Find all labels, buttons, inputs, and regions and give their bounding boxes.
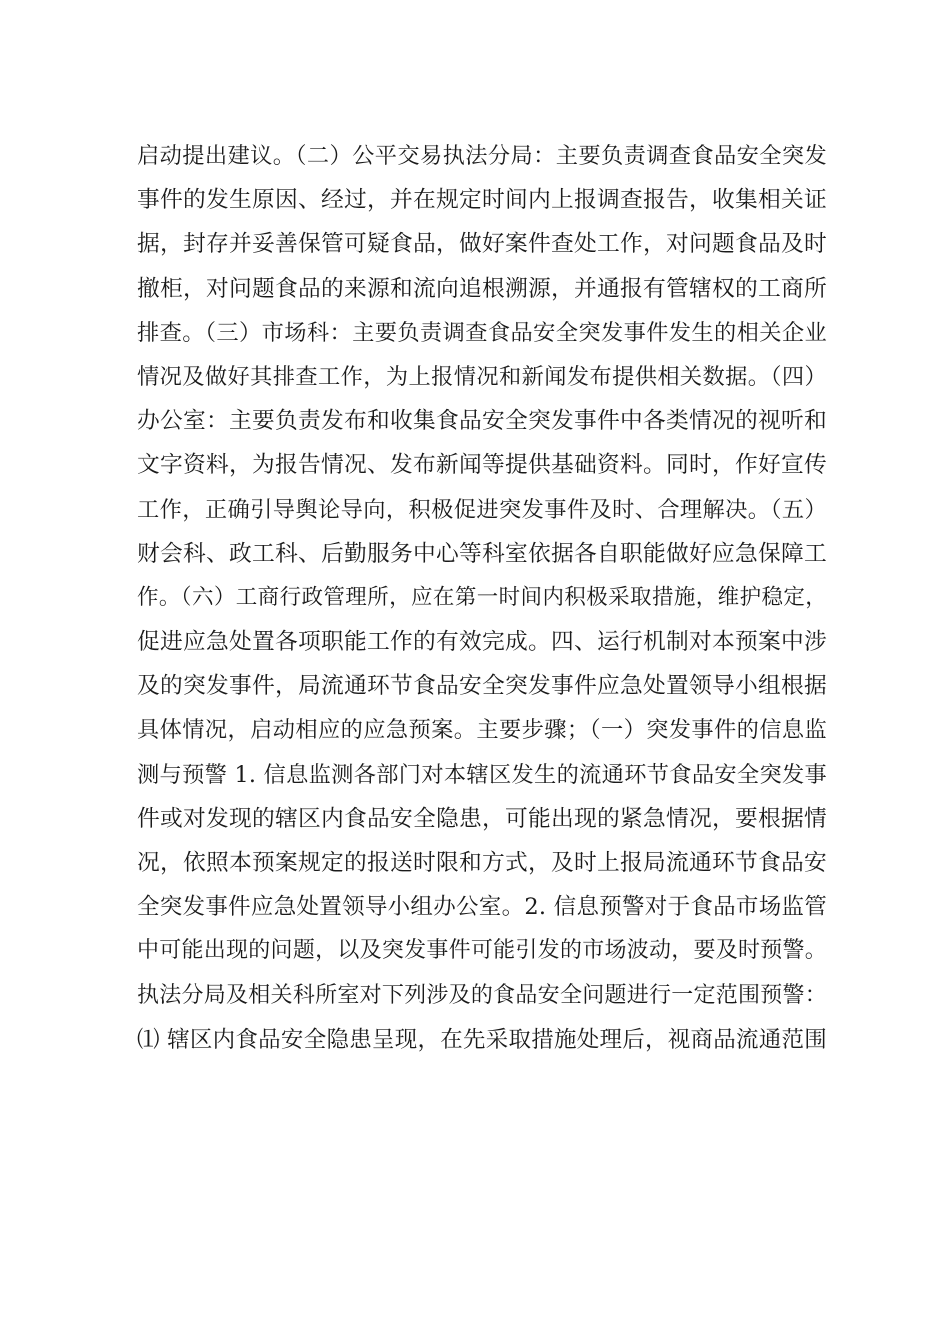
text-line: 情况及做好其排查工作，为上报情况和新闻发布提供相关数据。（四） bbox=[137, 363, 827, 390]
text-line: 况，依照本预案规定的报送时限和方式，及时上报局流通环节食品安 bbox=[137, 850, 827, 876]
text-line: 财会科、政工科、后勤服务中心等科室依据各自职能做好应急保障工 bbox=[137, 540, 827, 567]
text-line: 据，封存并妥善保管可疑食品，做好案件查处工作，对问题食品及时 bbox=[137, 231, 827, 258]
text-line: 中可能出现的问题，以及突发事件可能引发的市场波动，要及时预警。 bbox=[137, 938, 827, 964]
text-line: 办公室：主要负责发布和收集食品安全突发事件中各类情况的视听和 bbox=[137, 408, 827, 435]
body-text bbox=[137, 134, 827, 1062]
text-line: 排查。（三）市场科：主要负责调查食品安全突发事件发生的相关企业 bbox=[137, 319, 827, 346]
text-line: 具体情况，启动相应的应急预案。主要步骤；（一）突发事件的信息监 bbox=[137, 717, 827, 744]
text-line: ⑴ 辖区内食品安全隐患呈现，在先采取措施处理后，视商品流通范围 bbox=[137, 1026, 827, 1053]
text-line: 全突发事件应急处置领导小组办公室。2. 信息预警对于食品市场监管 bbox=[137, 894, 827, 921]
text-line: 执法分局及相关科所室对下列涉及的食品安全问题进行一定范围预警： bbox=[137, 982, 827, 1008]
text-line: 启动提出建议。（二）公平交易执法分局：主要负责调查食品安全突发 bbox=[137, 143, 827, 169]
text-line: 件或对发现的辖区内食品安全隐患，可能出现的紧急情况，要根据情 bbox=[137, 805, 827, 832]
text-line: 测与预警 1. 信息监测各部门对本辖区发生的流通环节食品安全突发事 bbox=[137, 761, 827, 788]
text-line: 文字资料，为报告情况、发布新闻等提供基础资料。同时，作好宣传 bbox=[137, 452, 827, 479]
text-line: 工作，正确引导舆论导向，积极促进突发事件及时、合理解决。（五） bbox=[137, 496, 827, 523]
text-line: 及的突发事件，局流通环节食品安全突发事件应急处置领导小组根据 bbox=[137, 673, 827, 700]
text-line: 撤柜，对问题食品的来源和流向追根溯源，并通报有管辖权的工商所 bbox=[137, 275, 827, 302]
text-line: 促进应急处置各项职能工作的有效完成。四、运行机制对本预案中涉 bbox=[137, 629, 827, 656]
text-line: 作。（六）工商行政管理所，应在第一时间内积极采取措施，维护稳定， bbox=[137, 584, 827, 610]
text-line: 事件的发生原因、经过，并在规定时间内上报调查报告，收集相关证 bbox=[137, 187, 827, 214]
